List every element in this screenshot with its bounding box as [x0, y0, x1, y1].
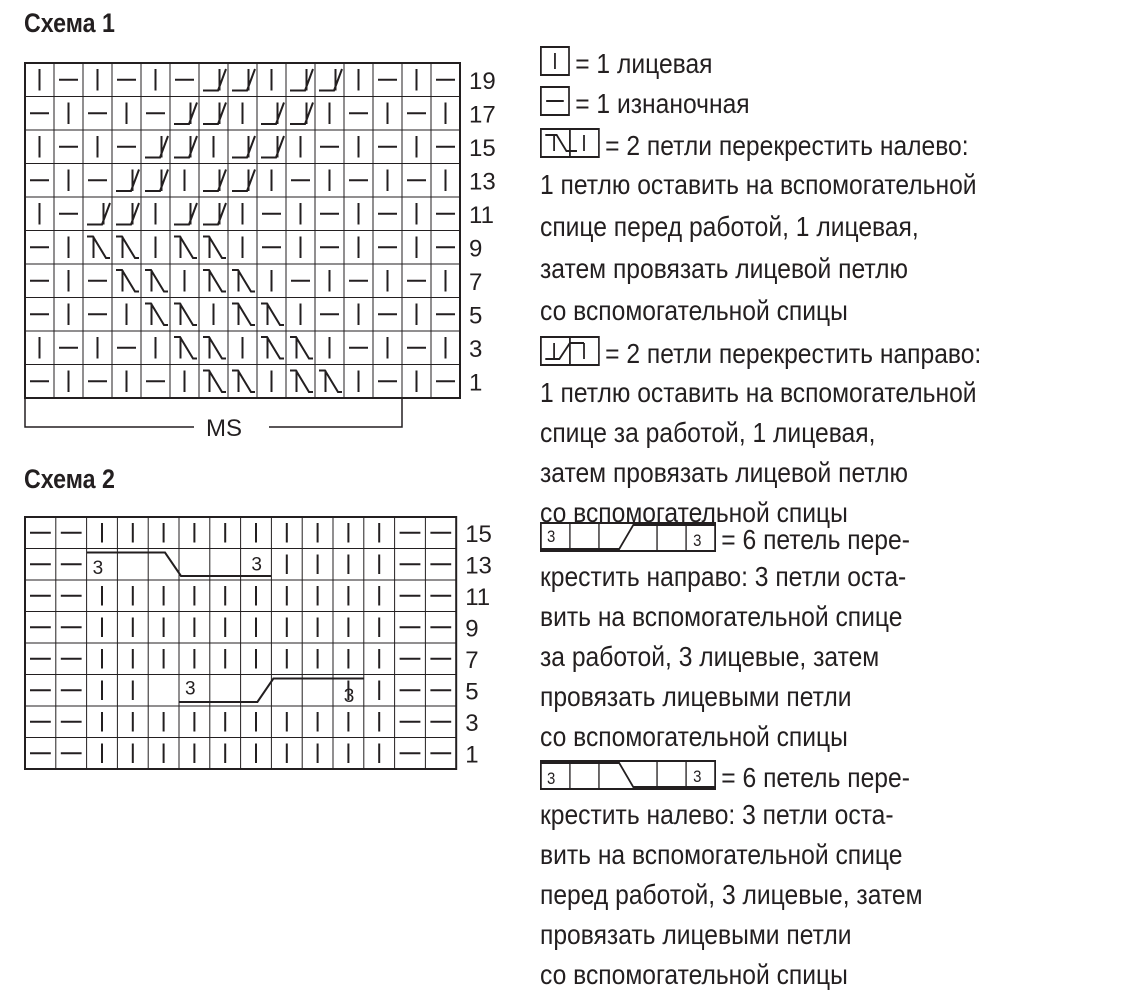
legend-knit	[540, 46, 713, 79]
chart1-cell	[203, 371, 226, 393]
chart1-cell	[261, 136, 284, 158]
legend-purl	[540, 86, 750, 119]
chart1-grid	[24, 62, 504, 442]
chart1-cell	[174, 203, 197, 225]
chart2-cable-mark: 3	[251, 554, 262, 576]
knit-symbol-icon	[540, 46, 570, 76]
chart1-cell	[203, 69, 226, 91]
chart2-row-label: 9	[465, 615, 479, 643]
cable6-left-symbol-icon	[540, 760, 716, 790]
legend-cross-left-line-1: 1 петлю оставить на вспомогательной	[540, 169, 977, 200]
chart1-cell	[290, 103, 313, 125]
chart1-repeat-bracket	[269, 399, 402, 427]
legend-cross-right-line-3: затем провязать лицевой петлю	[540, 457, 908, 488]
legend-purl-text: = 1 изнаночная	[575, 88, 750, 119]
chart1-cell	[203, 270, 226, 292]
legend-cable6-left-line-2: вить на вспомогательной спице	[540, 839, 903, 870]
chart1-cell	[116, 270, 139, 292]
legend-cable6-right-line-1: крестить направо: 3 петли оста-	[540, 561, 907, 592]
chart2-cable-mark: 3	[185, 678, 196, 700]
chart1-cell	[290, 69, 313, 91]
chart1-cell	[174, 304, 197, 326]
chart2-row-label: 7	[465, 646, 479, 674]
chart1-cell	[145, 304, 168, 326]
cross-left-symbol-icon	[540, 128, 600, 158]
chart1-cell	[203, 170, 226, 192]
chart1-cell	[203, 203, 226, 225]
legend-cross-left-line-0	[540, 128, 969, 161]
chart1-cell	[145, 270, 168, 292]
chart1-cell	[232, 170, 255, 192]
legend-cross-right-head: = 2 петли перекрестить направо:	[605, 338, 982, 369]
chart1-row-label: 3	[469, 335, 483, 363]
chart1-row-label: 1	[469, 369, 483, 397]
legend-cable6-right-line-0	[540, 522, 910, 555]
chart1-cell	[290, 371, 313, 393]
svg-text:3: 3	[693, 532, 702, 551]
chart1-cell	[290, 337, 313, 359]
chart1-cell	[261, 337, 284, 359]
chart1-row-label: 15	[469, 134, 496, 162]
chart1-cell	[232, 69, 255, 91]
legend-cable6-right-line-2: вить на вспомогательной спице	[540, 601, 903, 632]
chart2-title: Схема 2	[24, 464, 115, 494]
svg-text:3: 3	[693, 768, 702, 787]
chart1-cell	[232, 136, 255, 158]
chart1-cell	[261, 304, 284, 326]
chart1-row-label: 19	[469, 67, 496, 95]
legend-cable6-right-head: = 6 петель пере-	[721, 524, 910, 555]
chart1-row-label: 5	[469, 302, 483, 330]
legend-cable6-right-line-3: за работой, 3 лицевые, затем	[540, 641, 880, 672]
chart1-title: Схема 1	[24, 8, 115, 38]
legend-cable6-left-head: = 6 петель пере-	[721, 762, 910, 793]
chart1-row-label: 9	[469, 235, 483, 263]
chart1-row-label: 17	[469, 101, 496, 129]
svg-text:3: 3	[547, 528, 556, 547]
legend-cross-left-line-3: затем провязать лицевой петлю	[540, 253, 908, 284]
chart2-row-label: 13	[465, 552, 492, 580]
chart1-cell	[203, 237, 226, 259]
chart1-repeat-bracket	[25, 399, 194, 427]
legend-cable6-left-line-3: перед работой, 3 лицевые, затем	[540, 879, 923, 910]
legend-cable6-left-line-0	[540, 760, 910, 793]
chart1-cell	[174, 237, 197, 259]
chart2-grid	[24, 516, 504, 796]
chart1-cell	[145, 170, 168, 192]
legend-cable6-left-line-1: крестить налево: 3 петли оста-	[540, 799, 894, 830]
chart1-cell	[232, 304, 255, 326]
chart1-cell	[174, 103, 197, 125]
chart1-cell	[116, 237, 139, 259]
legend-cable6-right-line-4: провязать лицевыми петли	[540, 681, 852, 712]
chart1-cell	[319, 371, 342, 393]
chart2-row-label: 1	[465, 741, 479, 769]
chart1-cell	[87, 203, 110, 225]
chart2-row-label: 11	[465, 583, 491, 611]
legend-knit-text: = 1 лицевая	[575, 48, 713, 79]
legend-cross-left-line-2: спице перед работой, 1 лицевая,	[540, 211, 919, 242]
legend-cross-right-line-2: спице за работой, 1 лицевая,	[540, 417, 876, 448]
chart2-cable-mark: 3	[92, 558, 104, 579]
legend-cross-right-line-4: со вспомогательной спицы	[540, 497, 848, 528]
chart2-cable-mark: 3	[343, 686, 355, 707]
chart2-row-label: 15	[465, 520, 492, 548]
legend-cable6-left-line-4: провязать лицевыми петли	[540, 919, 852, 950]
chart1-cell	[203, 337, 226, 359]
cable6-right-symbol-icon	[540, 522, 716, 552]
legend-cable6-left-line-5: со вспомогательной спицы	[540, 959, 848, 990]
chart1-cell	[232, 270, 255, 292]
legend-cross-left-line-4: со вспомогательной спицы	[540, 295, 848, 326]
chart1-row-label: 7	[469, 268, 483, 296]
chart1-cell	[145, 136, 168, 158]
chart1-cell	[232, 371, 255, 393]
cross-right-symbol-icon	[540, 336, 600, 366]
legend-cross-right-line-1: 1 петлю оставить на вспомогательной	[540, 377, 977, 408]
legend-cross-left-head: = 2 петли перекрестить налево:	[605, 130, 969, 161]
chart1-cell	[203, 103, 226, 125]
legend-cross-right-line-0	[540, 336, 981, 369]
legend-cable6-right-line-5: со вспомогательной спицы	[540, 721, 848, 752]
chart1-cell	[174, 136, 197, 158]
chart1-row-label: 11	[469, 201, 494, 229]
svg-text:3: 3	[547, 770, 556, 789]
chart1-cell	[174, 337, 197, 359]
chart1-repeat-label: MS	[206, 415, 242, 442]
purl-symbol-icon	[540, 86, 570, 116]
chart1-row-label: 13	[469, 168, 496, 196]
chart1-cell	[261, 103, 284, 125]
chart2-row-label: 5	[465, 678, 479, 706]
chart1-cell	[116, 203, 139, 225]
chart1-cell	[87, 237, 110, 259]
chart1-cell	[116, 170, 139, 192]
chart2-row-label: 3	[465, 709, 479, 737]
chart1-cell	[319, 69, 342, 91]
